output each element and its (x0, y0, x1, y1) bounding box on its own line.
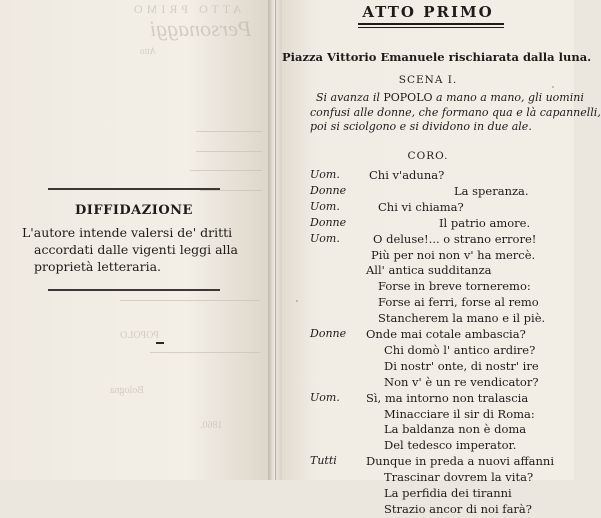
bleed-through-line (150, 352, 260, 353)
verse-text: La baldanza non è doma (384, 422, 527, 437)
verse-text: Chi vi chiama? (378, 199, 464, 214)
right-page (282, 0, 601, 516)
verse-line (282, 248, 574, 264)
act-title: ATTO PRIMO (362, 3, 494, 21)
left-page (0, 0, 268, 480)
verse-line (282, 438, 574, 454)
verse-line (282, 263, 574, 279)
notice-line: L'autore intende valersi de' dritti (22, 225, 233, 240)
verse-line (282, 168, 574, 184)
verse-line (282, 470, 574, 486)
bleed-through-line (200, 190, 262, 191)
verse-speaker: Uom. (310, 390, 340, 404)
bleed-through-text: POPOLO (120, 330, 159, 341)
verse-text: La perfidia dei tiranni (384, 486, 512, 500)
verse-line (282, 327, 574, 343)
character-name: POPOLO (383, 91, 433, 104)
verse-speaker: Uom. (310, 199, 340, 213)
verse-text: Del tedesco imperator. (384, 438, 517, 453)
bleed-through-text: Atto (140, 46, 157, 56)
verse-speaker: Uom. (310, 231, 340, 245)
verse-text: Strazio ancor di noi farà? (384, 501, 532, 516)
verse-text: Forse ai ferri, forse al remo (378, 295, 539, 310)
scene-heading: SCENA I. (398, 74, 458, 86)
verse-line (282, 375, 574, 391)
chorus-heading: CORO. (407, 150, 449, 162)
verse-line (282, 486, 574, 502)
stage-direction-text: a mano a mano, gli uomini (436, 91, 584, 104)
verse-text: Chi domò l' antico ardire? (384, 342, 536, 357)
notice-bottom-rule (48, 289, 220, 291)
verse-text: Non v' è un re vendicator? (384, 374, 539, 389)
bleed-through-text: Bologna (110, 385, 144, 396)
notice-body (22, 224, 252, 275)
bleed-through-line (190, 170, 262, 171)
notice-line: accordati dalle vigenti leggi alla (34, 242, 238, 257)
verse-line (282, 359, 574, 375)
verse-line (282, 295, 574, 311)
bleed-through-line (196, 131, 262, 132)
verse-line (282, 502, 574, 518)
verse-text: Minacciare il sir di Roma: (384, 406, 535, 421)
notice-top-rule (48, 188, 220, 190)
verse-text: Sì, ma intorno non tralascia (366, 390, 529, 405)
verse-line (282, 311, 574, 327)
scene-location: Piazza Vittorio Emanuele rischiarata dalla luna. (282, 50, 592, 64)
verse-text: Trascinar dovrem la vita? (384, 470, 534, 485)
bleed-through-text: Personaggi (150, 16, 252, 41)
verse-text: O deluse!... o strano errore! (373, 231, 537, 246)
verse-text: Stancherem la mano e il piè. (378, 311, 546, 326)
stage-direction-line: confusi alle donne, che formano qua e là capannelli, (310, 105, 601, 119)
title-rule-thick (358, 23, 504, 25)
verse-line (282, 407, 574, 423)
stage-direction-line (310, 91, 584, 106)
notice-line: proprietà letteraria. (34, 259, 161, 274)
verse-line (282, 279, 574, 295)
verse-text: All' antica sudditanza (366, 263, 492, 278)
verse-speaker: Uom. (310, 168, 340, 181)
verse-line (282, 343, 574, 359)
bleed-through-text: 1860. (200, 420, 223, 431)
verse-text: La speranza. (454, 183, 529, 198)
scan-speck (296, 300, 298, 302)
verse-line (282, 216, 574, 232)
verse-text: Forse in breve torneremo: (378, 279, 531, 294)
verse-line (282, 232, 574, 248)
bleed-through-line (120, 300, 260, 301)
verse-line (282, 422, 574, 438)
gutter-fold-line (275, 0, 276, 480)
bleed-through-line (196, 151, 262, 152)
verse-speaker: Tutti (310, 454, 337, 468)
verse-text: Più per noi non v' ha mercè. (371, 247, 536, 262)
stage-direction-text: Si avanza il (316, 91, 380, 104)
stage-direction (310, 91, 601, 135)
dash-mark (156, 342, 164, 344)
verse-text: Il patrio amore. (439, 215, 531, 230)
verse-line (282, 391, 574, 407)
verse-line (282, 454, 574, 470)
verse-speaker: Donne (310, 215, 347, 229)
verse-speaker: Donne (310, 327, 347, 340)
stage-direction-line: poi si sciolgono e si dividono in due ale. (310, 120, 532, 133)
verse-speaker: Donne (310, 183, 347, 197)
verse-text: Chi v'aduna? (369, 168, 445, 182)
verse-line (282, 200, 574, 216)
scan-speck (552, 86, 554, 88)
verse-text: Dunque in preda a nuovi affanni (366, 454, 554, 469)
title-rule-thin (358, 27, 504, 28)
verse-line (282, 184, 574, 200)
verse-text: Onde mai cotale ambascia? (366, 327, 526, 341)
notice-title: DIFFIDAZIONE (75, 203, 193, 218)
verse-text: Di nostr' onte, di nostr' ire (384, 358, 539, 373)
bleed-through-text: ATTO PRIMO (130, 2, 242, 16)
